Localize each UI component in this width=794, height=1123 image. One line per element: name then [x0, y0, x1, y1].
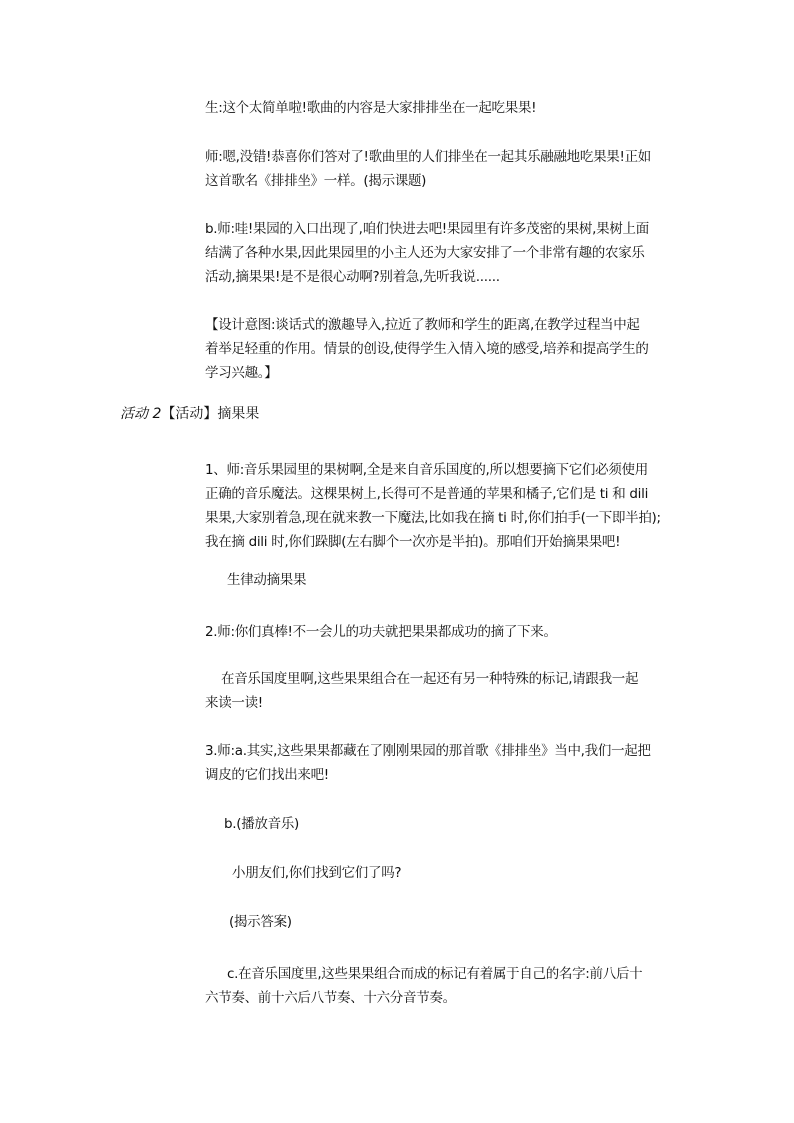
text-line: 1、师:音乐果园里的果树啊,全是来自音乐国度的,所以想要摘下它们必须使用: [205, 462, 648, 478]
paragraph-special-mark: [205, 667, 638, 715]
text-line: 活动,摘果果!是不是很心动啊?别着急,先听我说......: [205, 269, 500, 285]
paragraph-question: [232, 861, 401, 885]
text-line: 我在摘 dili 时,你们跺脚(左右脚个一次亦是半拍)。那咱们开始摘果果吧!: [205, 534, 621, 550]
text-line: 这首歌名《排排坐》一样。(揭示课题): [205, 173, 427, 189]
paragraph-orchard-entrance: [205, 217, 649, 289]
paragraph-student-rhythm: [227, 568, 306, 592]
paragraph-reveal-answer: [229, 910, 292, 934]
text-line: 师:嗯,没错!恭喜你们答对了!歌曲里的人们排坐在一起其乐融融地吃果果!正如: [205, 149, 651, 165]
paragraph-design-intent: [205, 313, 649, 385]
text-line: 生:这个太简单啦!歌曲的内容是大家排排坐在一起吃果果!: [205, 100, 537, 116]
text-line: 着举足轻重的作用。情景的创设,使得学生入情入境的感受,培养和提高学生的: [205, 341, 649, 357]
text-line: 生律动摘果果: [227, 572, 307, 588]
activity-number: 活动 2: [120, 406, 162, 422]
paragraph-rhythm-names: [205, 962, 642, 1010]
text-line: 学习兴趣。】: [205, 365, 278, 381]
text-line: 结满了各种水果,因此果园里的小主人还为大家安排了一个非常有趣的农家乐: [205, 245, 645, 261]
text-line: 【设计意图:谈话式的激趣导入,拉近了教师和学生的距离,在教学过程当中起: [205, 317, 640, 333]
paragraph-play-music: [224, 812, 299, 836]
text-line: 小朋友们,你们找到它们了吗?: [232, 865, 402, 881]
text-line: 来读一读!: [205, 695, 263, 711]
activity-heading: [120, 402, 259, 426]
paragraph-step-1: [205, 458, 661, 554]
text-line: 果果,大家别着急,现在就来教一下魔法,比如我在摘 ti 时,你们拍手(一下即半拍);: [205, 510, 661, 526]
activity-bracket: 【活动】: [161, 406, 218, 422]
text-line: 调皮的它们找出来吧!: [205, 767, 329, 783]
text-line: 2.师:你们真棒!不一会儿的功夫就把果果都成功的摘了下来。: [205, 624, 557, 640]
text-line: 六节奏、前十六后八节奏、十六分音节奏。: [205, 990, 456, 1006]
text-line: 3.师:a.其实,这些果果都藏在了刚刚果园的那首歌《排排坐》当中,我们一起把: [205, 743, 651, 759]
text-line: (揭示答案): [229, 914, 292, 930]
paragraph-teacher-confirm: [205, 145, 651, 193]
text-line: b.(播放音乐): [224, 816, 299, 832]
text-line: 正确的音乐魔法。这棵果树上,长得可不是普通的苹果和橘子,它们是 ti 和 dili: [205, 486, 649, 502]
text-line: b.师:哇!果园的入口出现了,咱们快进去吧!果园里有许多茂密的果树,果树上面: [205, 221, 649, 237]
activity-title: 摘果果: [217, 406, 260, 422]
text-line: 在音乐国度里啊,这些果果组合在一起还有另一种特殊的标记,请跟我一起: [221, 671, 639, 687]
paragraph-student-answer: [205, 96, 536, 120]
paragraph-step-2: [205, 620, 557, 644]
paragraph-step-3: [205, 739, 651, 787]
text-line: c.在音乐国度里,这些果果组合而成的标记有着属于自己的名字:前八后十: [227, 966, 643, 982]
